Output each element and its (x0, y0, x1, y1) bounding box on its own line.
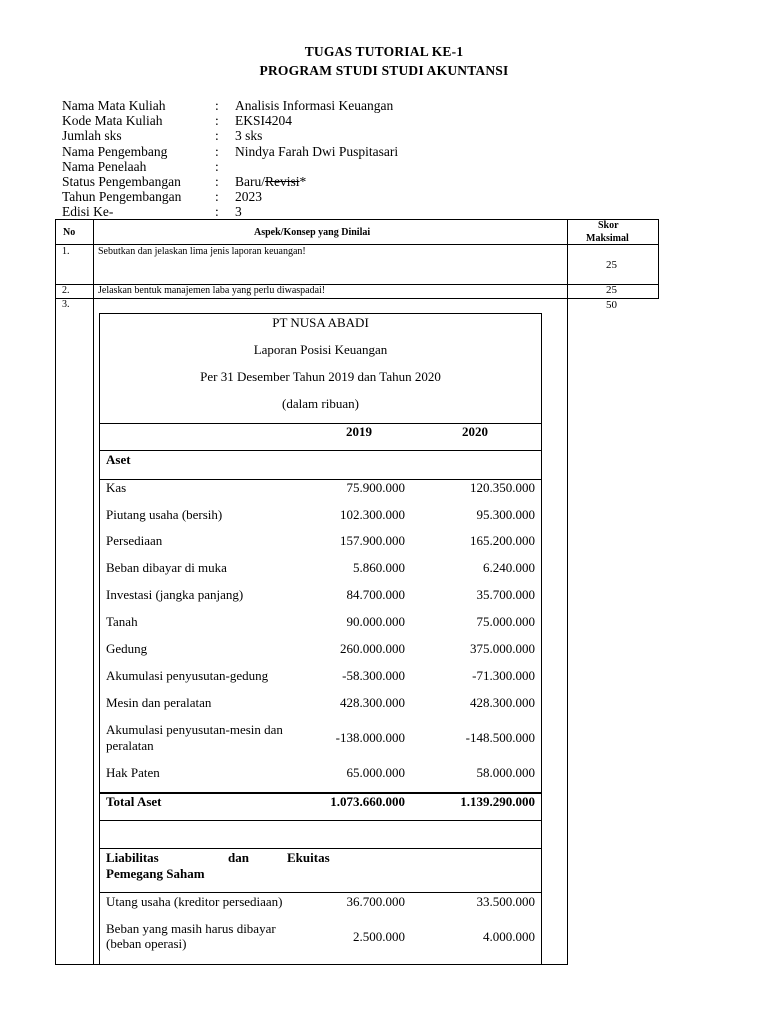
asset-value-2019: 5.860.000 (353, 560, 405, 575)
meta-label: Tahun Pengembangan (62, 189, 182, 204)
asset-value-2019: 65.000.000 (346, 765, 405, 780)
statement-border (99, 313, 542, 314)
meta-colon: : (215, 98, 219, 113)
asset-label-line1: Akumulasi penyusutan-mesin dan (106, 722, 283, 737)
statement-rule (99, 848, 542, 849)
liability-label-line1: Beban yang masih harus dibayar (106, 921, 276, 936)
total-assets-label: Total Aset (106, 794, 162, 809)
row-score: 25 (606, 284, 617, 296)
liability-value-2019: 36.700.000 (346, 894, 405, 909)
document-title: TUGAS TUTORIAL KE-1 (304, 44, 464, 59)
meta-colon: : (215, 174, 219, 189)
asset-label: Gedung (106, 641, 148, 656)
status-asterisk: * (299, 174, 307, 189)
asset-label: Tanah (106, 614, 138, 629)
row-score: 25 (606, 259, 617, 271)
meta-value: 3 (235, 204, 242, 219)
statement-rule (99, 892, 542, 893)
liability-value-2020: 4.000.000 (483, 929, 535, 944)
meta-value: 3 sks (235, 128, 263, 143)
table-rule (658, 219, 659, 299)
meta-label: Edisi Ke- (62, 204, 114, 219)
row-no: 2. (62, 285, 70, 296)
asset-value-2019: 90.000.000 (346, 614, 405, 629)
report-title: Laporan Posisi Keuangan (253, 342, 388, 357)
liability-value-2020: 33.500.000 (476, 894, 535, 909)
asset-value-2020: 75.000.000 (476, 614, 535, 629)
asset-value-2020: 35.700.000 (476, 587, 535, 602)
row-score: 50 (606, 299, 617, 311)
asset-value-2019: 157.900.000 (340, 533, 405, 548)
asset-value-2020: 428.300.000 (470, 695, 535, 710)
meta-value: EKSI4204 (235, 113, 292, 128)
asset-value-2019: -58.300.000 (342, 668, 405, 683)
statement-rule (99, 450, 542, 451)
asset-value-2019: -138.000.000 (335, 730, 405, 745)
asset-label: Akumulasi penyusutan-gedung (106, 668, 269, 683)
asset-label: Hak Paten (106, 765, 160, 780)
meta-colon: : (215, 204, 219, 219)
asset-label: Piutang usaha (bersih) (106, 507, 223, 522)
asset-label: Investasi (jangka panjang) (106, 587, 244, 602)
company-name: PT NUSA ABADI (272, 315, 369, 330)
meta-colon: : (215, 159, 219, 174)
row-question: Sebutkan dan jelaskan lima jenis laporan keuangan! (98, 246, 306, 257)
asset-value-2019: 260.000.000 (340, 641, 405, 656)
meta-colon: : (215, 189, 219, 204)
asset-label: Kas (106, 480, 127, 495)
meta-label: Jumlah sks (62, 128, 122, 143)
total-assets-2019: 1.073.660.000 (330, 794, 405, 809)
asset-label-line2: peralatan (106, 738, 154, 753)
row-no: 1. (62, 246, 70, 257)
program-title: PROGRAM STUDI STUDI AKUNTANSI (259, 63, 509, 78)
status-revision-struck: Revisi (265, 174, 300, 189)
section-liabilities-word3: Ekuitas (287, 850, 330, 865)
liability-label-line2: (beban operasi) (106, 936, 187, 951)
asset-value-2019: 75.900.000 (346, 480, 405, 495)
meta-label: Nama Pengembang (62, 144, 168, 159)
meta-label: Nama Penelaah (62, 159, 147, 174)
meta-value: Nindya Farah Dwi Puspitasari (235, 144, 399, 159)
row-question: Jelaskan bentuk manajemen laba yang perlu diwaspadai! (98, 285, 326, 296)
statement-rule (99, 820, 542, 821)
meta-value (235, 174, 306, 189)
asset-value-2020: -148.500.000 (465, 730, 535, 745)
meta-label: Status Pengembangan (62, 174, 181, 189)
year-2020: 2020 (462, 424, 488, 439)
table-rule (93, 219, 94, 965)
header-no: No (63, 227, 76, 238)
meta-label: Nama Mata Kuliah (62, 98, 166, 113)
section-liabilities-line2: Pemegang Saham (106, 866, 205, 881)
asset-value-2020: 165.200.000 (470, 533, 535, 548)
meta-colon: : (215, 144, 219, 159)
asset-label: Mesin dan peralatan (106, 695, 212, 710)
section-assets: Aset (106, 452, 131, 467)
asset-value-2020: 120.350.000 (470, 480, 535, 495)
report-unit: (dalam ribuan) (282, 396, 359, 411)
asset-value-2020: 375.000.000 (470, 641, 535, 656)
asset-label: Persediaan (106, 533, 163, 548)
header-skor: Skor (598, 220, 619, 231)
table-rule (567, 219, 568, 965)
total-assets-2020: 1.139.290.000 (460, 794, 535, 809)
asset-value-2019: 428.300.000 (340, 695, 405, 710)
asset-value-2019: 102.300.000 (340, 507, 405, 522)
meta-label: Kode Mata Kuliah (62, 113, 163, 128)
year-2019: 2019 (346, 424, 372, 439)
asset-value-2020: 58.000.000 (476, 765, 535, 780)
asset-value-2020: 6.240.000 (483, 560, 535, 575)
row-no: 3. (62, 299, 70, 310)
header-maksimal: Maksimal (586, 233, 629, 244)
meta-colon: : (215, 113, 219, 128)
asset-value-2020: 95.300.000 (476, 507, 535, 522)
section-liabilities-word1: Liabilitas (106, 850, 159, 865)
meta-colon: : (215, 128, 219, 143)
asset-value-2020: -71.300.000 (472, 668, 535, 683)
table-rule (55, 219, 56, 965)
liability-label: Utang usaha (kreditor persediaan) (106, 894, 283, 909)
header-aspek: Aspek/Konsep yang Dinilai (254, 227, 371, 238)
status-new: Baru/ (235, 174, 265, 189)
asset-label: Beban dibayar di muka (106, 560, 227, 575)
meta-value: Analisis Informasi Keuangan (235, 98, 394, 113)
table-rule (55, 964, 567, 965)
meta-value: 2023 (235, 189, 262, 204)
section-liabilities-word2: dan (228, 850, 249, 865)
asset-value-2019: 84.700.000 (346, 587, 405, 602)
liability-value-2019: 2.500.000 (353, 929, 405, 944)
report-period: Per 31 Desember Tahun 2019 dan Tahun 2020 (200, 369, 441, 384)
